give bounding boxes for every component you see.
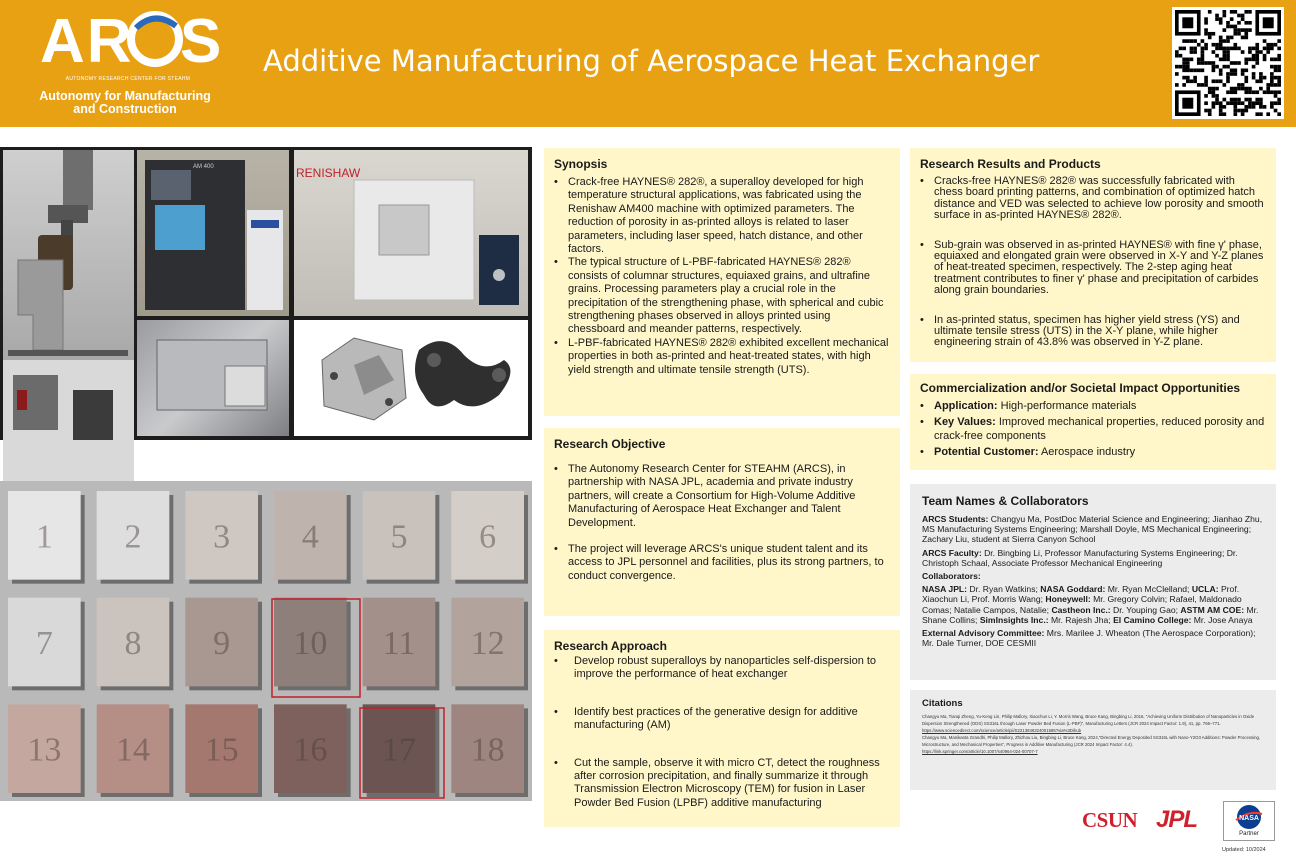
list-item: [920, 416, 1266, 443]
sample-number: 7: [35, 625, 53, 662]
results-heading: Research Results and Products: [920, 157, 1101, 171]
list-item: • Crack-free HAYNES® 282®, a superalloy developed for high temperature structural applications, was fabricated using the Renishaw AM400 machine with optimized parameters. The reduction of porosity in as-printed alloys is related to laser parameters, including laser speed, hatch distance, and other factors.: [554, 176, 890, 256]
item-label: Key Values:: [934, 416, 996, 429]
approach-list: [554, 655, 890, 810]
objective-heading: Research Objective: [554, 437, 666, 451]
nasa-text: NASA: [1239, 815, 1259, 822]
synopsis-heading: Synopsis: [554, 157, 608, 171]
sample-number: 6: [479, 518, 497, 556]
citation-2-link[interactable]: https://link.springer.com/article/10.1007/s40964-024-00707-7: [922, 749, 1038, 754]
svg-text:S: S: [180, 7, 222, 76]
sample-number: 2: [124, 518, 142, 556]
am-machine-photo: [137, 150, 289, 316]
citation-2: Changyu Ma, Manikanta Grandhi, Philip Mallory, Zhizhou Liu, Bingbing Li, Bruce Kang, 2024,"Directed Energy Deposited SS316L with Nano-Y2O3 Additions: Powder Processing, Microstructure, and Mechanical Properties", Progress in Additive Manufacturing (JCR 2024 Impact Factor: 4.4). https://link.springer.com/article/10.1007/s40964-024-00707-7: [922, 735, 1261, 754]
sample-number: 4: [301, 518, 319, 556]
list-item: • In as-printed status, specimen has higher yield stress (YS) and ultimate tensile stress (UTS) in the X-Y plane, while higher engineering strain of 43.8% was observed in Y-Z plane.: [920, 315, 1266, 349]
list-item: • Cracks-free HAYNES® 282® was successfully fabricated with chess board printing patterns, and combination of optimized hatch distance and VED was selected to achieve low porosity and smooth surface in as-printed HAYNES® 282®.: [920, 176, 1266, 222]
item-label: Application:: [934, 400, 998, 412]
qr-code[interactable]: [1172, 7, 1284, 119]
citation-1-link[interactable]: https://www.sciencedirect.com/science/article/pii/S2213846324001585?via%3Dihub: [922, 728, 1082, 733]
team-advisory: External Advisory Committee: Mrs. Marilee J. Wheaton (The Aerospace Corporation); Mr. Dale Turner, DOE CESMII: [922, 628, 1256, 649]
robot-arm-photo: [3, 150, 134, 497]
nasa-partner-badge: [1223, 801, 1275, 841]
sample-number: 10: [293, 625, 328, 662]
sample-number: 8: [124, 625, 142, 662]
team-collaborators-label: Collaborators:: [922, 571, 981, 582]
research-results-panel: [910, 148, 1276, 362]
svg-text:AR: AR: [40, 7, 134, 76]
heat-exchanger-parts-photo: [294, 320, 528, 436]
list-item: • Sub-grain was observed in as-printed HAYNES® with fine γ' phase, equiaxed and elongated grain were observed in X-Y and Y-Z planes of heat-treated specimen, respectively. The 2-step aging heat treatment contributes to finer γ' phase and precipitation of carbides along grain boundaries.: [920, 240, 1266, 297]
results-list: [920, 176, 1266, 349]
arcs-logo-icon: [40, 6, 222, 76]
list-item: [920, 400, 1266, 413]
team-heading: Team Names & Collaborators: [922, 494, 1089, 508]
list-item: • Cut the sample, observe it with micro CT, detect the roughness after corrosion precipitation, and finally summarize it through Transmission Electron Microscopy (TEM) for fusion in Laser Powder Bed Fusion (LPBF) additive manufacturing: [554, 757, 890, 811]
list-item: • The project will leverage ARCS's unique student talent and its access to JPL personnel and facilities, plus its strong partners, to conduct convergence.: [554, 543, 890, 583]
sample-number: 12: [470, 625, 505, 662]
sample-number: 16: [293, 731, 328, 769]
logo-subtitle: AUTONOMY RESEARCH CENTER FOR STEAHM: [65, 76, 191, 82]
svg-text:AM 400: AM 400: [193, 164, 214, 170]
sample-number: 17: [382, 731, 416, 769]
renishaw-machine-photo: [294, 150, 528, 316]
nasa-meatball-icon: [1224, 802, 1274, 832]
poster-title: Additive Manufacturing of Aerospace Heat Exchanger: [263, 44, 1040, 78]
sample-number: 9: [213, 625, 231, 662]
item-label: Potential Customer:: [934, 446, 1039, 459]
qr-code-icon: [1175, 10, 1281, 116]
citations-heading: Citations: [922, 698, 963, 709]
citations-panel: [910, 690, 1276, 790]
list-item: • Develop robust superalloys by nanoparticles self-dispersion to improve the performance of heat exchanger: [554, 655, 890, 682]
updated-date: Updated: 10/2024: [1222, 847, 1266, 853]
research-objective-panel: [544, 428, 900, 616]
sample-number: 13: [27, 731, 62, 769]
team-panel: [910, 484, 1276, 680]
sample-number: 1: [35, 518, 53, 556]
objective-list: [554, 463, 890, 583]
commercialization-panel: [910, 374, 1276, 470]
jpl-logo: JPL: [1156, 806, 1198, 833]
approach-heading: Research Approach: [554, 639, 667, 653]
sample-number: 11: [382, 625, 416, 662]
sample-number: 18: [470, 731, 505, 769]
list-item: • The typical structure of L-PBF-fabricated HAYNES® 282® consists of columnar structures, equiaxed grains, and ultrafine grains. Processing parameters play a crucial role in the precipitation of the strengthening phase, with spherical and cubic strengthening phases observed in alloys printed using chessboard and meander patterns, respectively.: [554, 256, 890, 336]
commercial-heading: Commercialization and/or Societal Impact Opportunities: [920, 381, 1241, 395]
printed-samples-photo: [0, 481, 532, 801]
item-text: Aerospace industry: [1038, 446, 1136, 459]
synopsis-panel: [544, 148, 900, 416]
item-text: Improved mechanical properties, reduced porosity and crack-free components: [934, 416, 1265, 442]
logo-tagline: Autonomy for Manufacturing and Construction: [39, 89, 211, 116]
item-text: High-performance materials: [997, 400, 1137, 412]
synopsis-list: [554, 176, 890, 377]
list-item: • L-PBF-fabricated HAYNES® 282® exhibited excellent mechanical properties in both as-printed and heat-treated states, with high yield strength and ultimate tensile strength (UTS).: [554, 337, 890, 377]
commercial-list: [920, 400, 1266, 460]
arcs-logo: [30, 6, 220, 118]
csun-logo: CSUN: [1082, 808, 1138, 832]
list-item: • Identify best practices of the generative design for additive manufacturing (AM): [554, 706, 890, 733]
list-item: [920, 446, 1266, 459]
renishaw-label: RENISHAW: [296, 166, 361, 180]
research-approach-panel: [544, 630, 900, 827]
sample-number: 15: [204, 731, 239, 769]
list-item: • The Autonomy Research Center for STEAHM (ARCS), in partnership with NASA JPL, academia and private industry partners, will create a Consortium for High-Volume Additive Manufacturing of Aerospace Heat Exchanger and Talent Development.: [554, 463, 890, 530]
team-faculty: ARCS Faculty: Dr. Bingbing Li, Professor Manufacturing Systems Engineering; Dr. Christoph Schaal, Associate Professor Mechanical Engineering: [922, 547, 1238, 568]
team-collaborators: NASA JPL: Dr. Ryan Watkins; NASA Goddard: Mr. Ryan McClelland; UCLA: Prof. Xiaochun Li, Prof. Morris Wang; Honeywell: Mr. Gregory Colvin; Rafael, Maldonado Comas; Natalie Campos, Natalie; Castheon Inc.: Dr. Youping Gao; ASTM AM COE: Mr. Shane Collins; SimInsights Inc.: Mr. Rajesh Jha; El Camino College: Mr. Jose Anaya: [922, 584, 1259, 625]
sample-number: 5: [390, 518, 408, 556]
team-students: ARCS Students: Changyu Ma, PostDoc Material Science and Engineering; Jianhao Zhu, MS Manufacturing Systems Engineering; Marshall Doyle, MS Mechanical Engineering; Zachary Liu, student at Sierra Canyon School: [922, 514, 1263, 545]
partner-label: Partner: [1239, 831, 1259, 837]
equipment-photo-collage: [0, 147, 532, 440]
sample-number: 3: [213, 518, 231, 556]
header-banner: [0, 0, 1296, 127]
sample-number: 14: [116, 731, 150, 769]
citation-1: Changyu Ma, Tianqi Zheng, Yu-Keng Lin, Philip Mallory, Xiaochun Li, Y. Morris Wang, Bruce Kang, Bingbing Li, 2016, "Achieving Uniform Distribution of Nanoparticles in Oxide Dispersion Strengthened (ODS) SS316L through Laser Powder Bed Fusion (L-PBF)", Manufacturing Letters (JCR 2024 Impact Factor: 1.9), 41, pp. 766–771. https://www.sciencedirect.com/science/article/pii/S2213846324001585?via%3Dihub: [922, 714, 1255, 733]
build-plate-photo: [137, 320, 289, 436]
